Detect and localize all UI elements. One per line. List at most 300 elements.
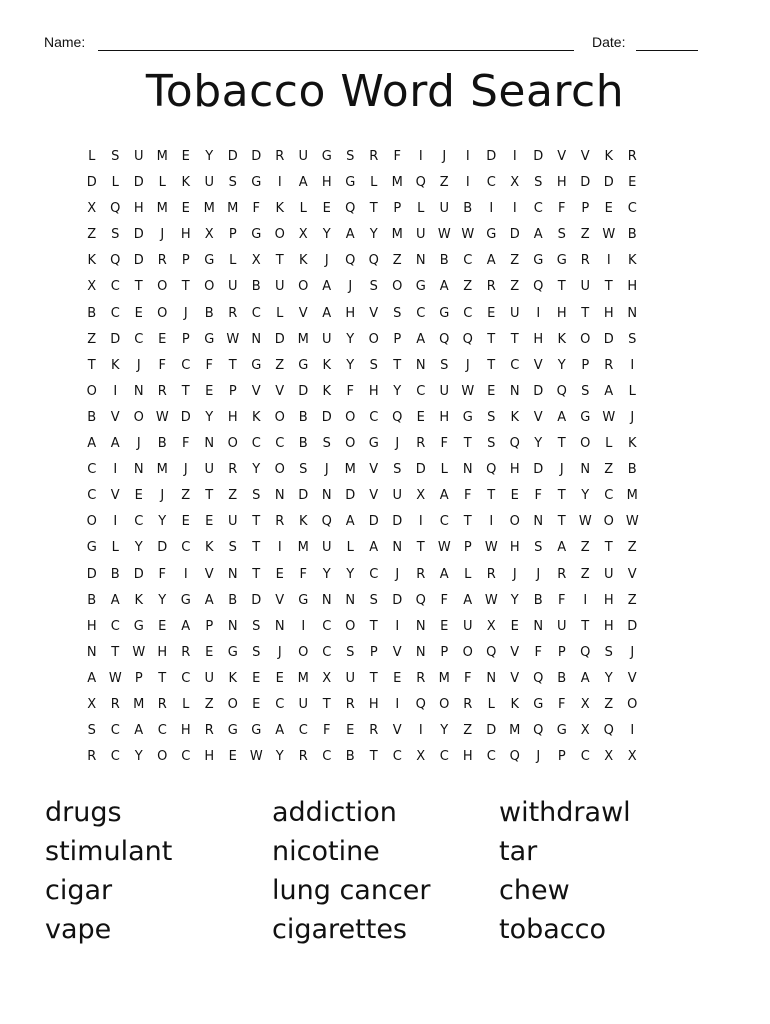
grid-letter: S	[252, 644, 261, 660]
grid-letter: I	[489, 201, 494, 217]
grid-letter: Q	[533, 670, 544, 686]
grid-letter: G	[251, 723, 262, 739]
grid-letter: Y	[581, 488, 590, 504]
grid-letter: S	[228, 175, 237, 191]
grid-letter: I	[113, 462, 118, 478]
grid-letter: B	[87, 592, 97, 608]
grid-letter: A	[439, 279, 449, 295]
grid-letter: D	[298, 383, 309, 399]
grid-row	[80, 353, 692, 379]
grid-letter: X	[580, 696, 590, 712]
grid-letter: N	[486, 670, 497, 686]
grid-letter: M	[438, 670, 450, 686]
grid-letter: G	[298, 592, 309, 608]
grid-letter: C	[486, 175, 496, 191]
grid-letter: T	[181, 383, 190, 399]
grid-letter: F	[323, 723, 331, 739]
grid-letter: P	[369, 644, 378, 660]
grid-letter: R	[416, 670, 426, 686]
grid-letter: C	[463, 253, 473, 269]
grid-letter: T	[369, 618, 378, 634]
grid-letter: Y	[158, 592, 167, 608]
grid-letter: R	[110, 696, 120, 712]
grid-letter: E	[510, 618, 519, 634]
grid-letter: T	[252, 540, 261, 556]
grid-row	[80, 248, 692, 274]
grid-letter: D	[603, 175, 614, 191]
grid-letter: L	[88, 149, 96, 164]
grid-letter: O	[157, 305, 168, 321]
grid-letter: R	[369, 149, 379, 164]
grid-letter: S	[322, 436, 331, 452]
grid-letter: P	[463, 540, 472, 556]
grid-letter: W	[578, 514, 592, 530]
grid-letter: R	[228, 305, 238, 321]
grid-letter: P	[440, 644, 449, 660]
grid-letter: V	[510, 644, 520, 660]
grid-letter: Q	[509, 749, 520, 765]
grid-letter: C	[181, 670, 191, 686]
grid-letter: J	[559, 462, 564, 478]
grid-letter: E	[205, 644, 214, 660]
grid-letter: Y	[275, 749, 284, 765]
name-blank-line	[98, 50, 574, 51]
grid-letter: O	[157, 749, 168, 765]
grid-letter: K	[557, 331, 567, 347]
grid-letter: X	[87, 201, 97, 217]
grid-letter: S	[369, 592, 378, 608]
grid-letter: F	[252, 201, 260, 217]
grid-letter: L	[229, 253, 237, 269]
grid-row	[80, 718, 692, 744]
grid-letter: D	[227, 149, 238, 164]
grid-letter: M	[297, 331, 309, 347]
grid-letter: J	[536, 749, 541, 765]
grid-letter: F	[558, 696, 566, 712]
grid-letter: H	[368, 383, 379, 399]
grid-letter: D	[368, 514, 379, 530]
grid-letter: N	[86, 644, 97, 660]
grid-letter: H	[439, 409, 450, 425]
grid-letter: B	[627, 227, 637, 243]
grid-letter: S	[487, 436, 496, 452]
grid-letter: H	[556, 305, 567, 321]
grid-letter: J	[630, 409, 635, 425]
grid-letter: K	[627, 436, 637, 452]
grid-letter: E	[252, 696, 261, 712]
grid-letter: O	[603, 514, 614, 530]
grid-letter: T	[275, 253, 284, 269]
grid-letter: H	[180, 723, 191, 739]
grid-letter: F	[440, 436, 448, 452]
grid-letter: R	[228, 462, 238, 478]
grid-letter: H	[603, 592, 614, 608]
word-bank-item: cigarettes	[272, 914, 407, 945]
grid-letter: W	[625, 514, 639, 530]
grid-letter: G	[462, 409, 473, 425]
grid-letter: Y	[134, 749, 143, 765]
grid-letter: B	[87, 409, 97, 425]
grid-row	[80, 431, 692, 457]
grid-letter: E	[181, 149, 190, 164]
grid-row	[80, 222, 692, 248]
grid-letter: X	[204, 227, 214, 243]
grid-letter: E	[487, 305, 496, 321]
grid-letter: E	[322, 201, 331, 217]
grid-letter: S	[393, 462, 402, 478]
grid-letter: H	[157, 644, 168, 660]
grid-letter: D	[603, 331, 614, 347]
grid-letter: O	[345, 409, 356, 425]
grid-letter: G	[251, 227, 262, 243]
grid-letter: N	[321, 488, 332, 504]
grid-letter: B	[439, 253, 449, 269]
grid-row	[80, 144, 692, 170]
grid-letter: C	[134, 514, 144, 530]
grid-letter: Z	[463, 279, 473, 295]
grid-letter: N	[227, 618, 238, 634]
grid-letter: E	[228, 749, 237, 765]
grid-letter: D	[392, 514, 403, 530]
grid-letter: H	[627, 279, 638, 295]
grid-letter: D	[157, 540, 168, 556]
grid-letter: E	[134, 488, 143, 504]
grid-letter: M	[156, 462, 168, 478]
grid-letter: C	[369, 566, 379, 582]
grid-letter: A	[275, 723, 285, 739]
grid-letter: C	[275, 436, 285, 452]
grid-letter: F	[558, 201, 566, 217]
grid-letter: B	[298, 409, 308, 425]
grid-letter: Z	[204, 696, 214, 712]
grid-letter: D	[133, 175, 144, 191]
grid-letter: S	[87, 723, 96, 739]
grid-letter: W	[226, 331, 240, 347]
grid-letter: Y	[346, 357, 355, 373]
grid-letter: H	[556, 175, 567, 191]
grid-letter: Z	[275, 357, 285, 373]
grid-letter: Q	[415, 175, 426, 191]
grid-letter: M	[626, 488, 638, 504]
grid-letter: B	[204, 305, 214, 321]
grid-letter: T	[487, 357, 496, 373]
grid-letter: H	[204, 749, 215, 765]
grid-letter: R	[557, 566, 567, 582]
grid-letter: R	[298, 749, 308, 765]
grid-letter: I	[395, 618, 400, 634]
grid-letter: V	[580, 149, 590, 164]
grid-letter: A	[463, 592, 473, 608]
grid-letter: Y	[205, 409, 214, 425]
grid-letter: T	[557, 436, 566, 452]
word-bank-item: withdrawl	[499, 797, 631, 828]
grid-letter: X	[604, 749, 614, 765]
grid-letter: S	[440, 357, 449, 373]
grid-letter: K	[204, 540, 214, 556]
grid-row	[80, 196, 692, 222]
grid-letter: F	[158, 566, 166, 582]
grid-letter: P	[557, 749, 566, 765]
grid-letter: U	[556, 618, 567, 634]
grid-letter: C	[110, 279, 120, 295]
grid-letter: L	[111, 175, 119, 191]
grid-letter: V	[369, 462, 379, 478]
grid-letter: T	[158, 670, 167, 686]
grid-letter: C	[87, 488, 97, 504]
grid-letter: Y	[322, 227, 331, 243]
grid-letter: U	[227, 279, 238, 295]
grid-letter: H	[509, 462, 520, 478]
grid-letter: V	[369, 488, 379, 504]
grid-letter: H	[321, 175, 332, 191]
grid-row	[80, 535, 692, 561]
grid-letter: K	[627, 253, 637, 269]
grid-letter: X	[416, 488, 426, 504]
grid-letter: O	[86, 514, 97, 530]
grid-letter: D	[133, 566, 144, 582]
grid-letter: F	[558, 592, 566, 608]
grid-letter: E	[205, 514, 214, 530]
grid-letter: G	[345, 175, 356, 191]
grid-letter: Y	[557, 357, 566, 373]
grid-letter: V	[251, 383, 261, 399]
grid-letter: Z	[510, 253, 520, 269]
grid-letter: R	[275, 514, 285, 530]
grid-letter: R	[345, 696, 355, 712]
grid-letter: S	[369, 357, 378, 373]
grid-letter: Z	[604, 462, 614, 478]
grid-letter: F	[534, 644, 542, 660]
grid-letter: Y	[510, 592, 519, 608]
grid-letter: D	[627, 618, 638, 634]
grid-letter: R	[157, 383, 167, 399]
grid-letter: A	[345, 514, 355, 530]
grid-letter: R	[463, 696, 473, 712]
grid-letter: G	[251, 357, 262, 373]
word-bank-item: tar	[499, 836, 538, 867]
grid-letter: G	[227, 644, 238, 660]
grid-letter: L	[158, 175, 166, 191]
grid-letter: C	[463, 305, 473, 321]
grid-letter: C	[275, 696, 285, 712]
grid-letter: Q	[462, 331, 473, 347]
grid-letter: L	[417, 201, 425, 217]
grid-letter: O	[298, 279, 309, 295]
grid-letter: R	[627, 149, 637, 164]
grid-letter: D	[251, 149, 262, 164]
grid-letter: P	[581, 201, 590, 217]
grid-letter: U	[298, 696, 308, 712]
grid-letter: I	[630, 723, 635, 739]
grid-letter: A	[416, 331, 426, 347]
grid-letter: U	[439, 383, 449, 399]
grid-letter: F	[158, 357, 166, 373]
grid-letter: G	[415, 279, 426, 295]
grid-letter: V	[275, 383, 285, 399]
grid-letter: A	[439, 566, 449, 582]
grid-letter: O	[227, 436, 238, 452]
grid-letter: P	[134, 670, 143, 686]
grid-row	[80, 170, 692, 196]
grid-letter: N	[509, 383, 520, 399]
grid-letter: E	[604, 201, 613, 217]
grid-letter: D	[533, 149, 544, 164]
grid-letter: J	[395, 566, 400, 582]
grid-letter: I	[183, 566, 188, 582]
grid-letter: N	[392, 540, 403, 556]
grid-letter: U	[345, 670, 355, 686]
grid-letter: E	[275, 566, 284, 582]
grid-letter: U	[298, 149, 308, 164]
grid-letter: S	[628, 331, 637, 347]
grid-letter: V	[298, 305, 308, 321]
grid-letter: G	[133, 618, 144, 634]
grid-letter: D	[274, 331, 285, 347]
grid-letter: W	[484, 592, 498, 608]
grid-letter: G	[227, 723, 238, 739]
grid-letter: J	[536, 566, 541, 582]
grid-letter: K	[510, 696, 520, 712]
grid-letter: V	[533, 357, 543, 373]
grid-letter: I	[418, 723, 423, 739]
grid-letter: C	[298, 723, 308, 739]
grid-letter: T	[111, 644, 120, 660]
grid-letter: B	[228, 592, 238, 608]
grid-row	[80, 666, 692, 692]
grid-letter: O	[345, 436, 356, 452]
grid-letter: N	[133, 383, 144, 399]
word-bank-item: chew	[499, 875, 570, 906]
grid-row	[80, 483, 692, 509]
grid-row	[80, 327, 692, 353]
grid-letter: T	[463, 436, 472, 452]
grid-letter: C	[134, 331, 144, 347]
grid-letter: O	[392, 279, 403, 295]
grid-letter: T	[463, 514, 472, 530]
grid-letter: I	[536, 305, 541, 321]
grid-letter: F	[534, 488, 542, 504]
grid-letter: L	[182, 696, 190, 712]
grid-letter: E	[158, 331, 167, 347]
grid-letter: K	[251, 409, 261, 425]
grid-letter: M	[297, 670, 309, 686]
word-bank-item: lung cancer	[272, 875, 431, 906]
grid-letter: B	[533, 592, 543, 608]
grid-row	[80, 457, 692, 483]
grid-letter: R	[486, 566, 496, 582]
word-bank	[45, 794, 745, 948]
grid-letter: K	[604, 149, 614, 164]
grid-letter: K	[298, 514, 308, 530]
grid-letter: S	[252, 618, 261, 634]
grid-letter: F	[393, 149, 401, 164]
grid-letter: V	[627, 566, 637, 582]
grid-letter: T	[604, 540, 613, 556]
grid-letter: Q	[486, 644, 497, 660]
grid-letter: B	[87, 305, 97, 321]
grid-letter: A	[557, 409, 567, 425]
grid-letter: D	[345, 488, 356, 504]
grid-letter: E	[252, 670, 261, 686]
grid-letter: T	[557, 279, 566, 295]
grid-letter: P	[393, 331, 402, 347]
grid-letter: D	[509, 227, 520, 243]
grid-letter: O	[274, 409, 285, 425]
grid-letter: R	[87, 749, 97, 765]
grid-letter: X	[322, 670, 332, 686]
grid-row	[80, 588, 692, 614]
grid-letter: T	[510, 331, 519, 347]
grid-letter: T	[581, 618, 590, 634]
grid-letter: V	[557, 149, 567, 164]
grid-letter: C	[110, 723, 120, 739]
date-blank-line	[636, 50, 698, 51]
grid-letter: I	[465, 149, 470, 164]
grid-letter: C	[486, 749, 496, 765]
grid-letter: Z	[392, 253, 402, 269]
grid-letter: B	[345, 749, 355, 765]
grid-letter: X	[627, 749, 637, 765]
grid-row	[80, 379, 692, 405]
grid-letter: R	[157, 253, 167, 269]
name-label: Name:	[44, 34, 86, 50]
grid-letter: R	[580, 253, 590, 269]
grid-letter: F	[464, 670, 472, 686]
grid-letter: H	[180, 227, 191, 243]
grid-letter: C	[110, 618, 120, 634]
grid-letter: G	[580, 409, 591, 425]
grid-letter: T	[252, 566, 261, 582]
grid-letter: E	[134, 305, 143, 321]
grid-letter: C	[181, 749, 191, 765]
grid-letter: T	[134, 279, 143, 295]
grid-letter: M	[391, 227, 403, 243]
grid-letter: L	[346, 540, 354, 556]
grid-letter: N	[415, 618, 426, 634]
grid-letter: G	[251, 175, 262, 191]
grid-row	[80, 509, 692, 535]
grid-letter: S	[534, 175, 543, 191]
grid-letter: F	[440, 592, 448, 608]
grid-letter: I	[113, 383, 118, 399]
grid-letter: H	[533, 331, 544, 347]
grid-letter: J	[442, 149, 447, 164]
grid-letter: Q	[368, 253, 379, 269]
grid-letter: C	[416, 305, 426, 321]
grid-letter: D	[180, 409, 191, 425]
grid-letter: S	[557, 227, 566, 243]
grid-letter: C	[439, 749, 449, 765]
grid-letter: C	[157, 723, 167, 739]
grid-letter: W	[461, 227, 475, 243]
grid-letter: Q	[415, 592, 426, 608]
grid-letter: N	[274, 488, 285, 504]
grid-letter: N	[321, 592, 332, 608]
grid-letter: S	[581, 383, 590, 399]
grid-row	[80, 405, 692, 431]
grid-letter: I	[277, 540, 282, 556]
grid-letter: U	[509, 305, 520, 321]
grid-letter: U	[321, 331, 332, 347]
grid-letter: X	[298, 227, 308, 243]
grid-letter: W	[249, 749, 263, 765]
grid-letter: V	[392, 723, 402, 739]
grid-letter: X	[87, 696, 97, 712]
grid-letter: Q	[345, 201, 356, 217]
grid-letter: X	[87, 279, 97, 295]
grid-letter: Y	[158, 514, 167, 530]
grid-letter: J	[183, 305, 188, 321]
